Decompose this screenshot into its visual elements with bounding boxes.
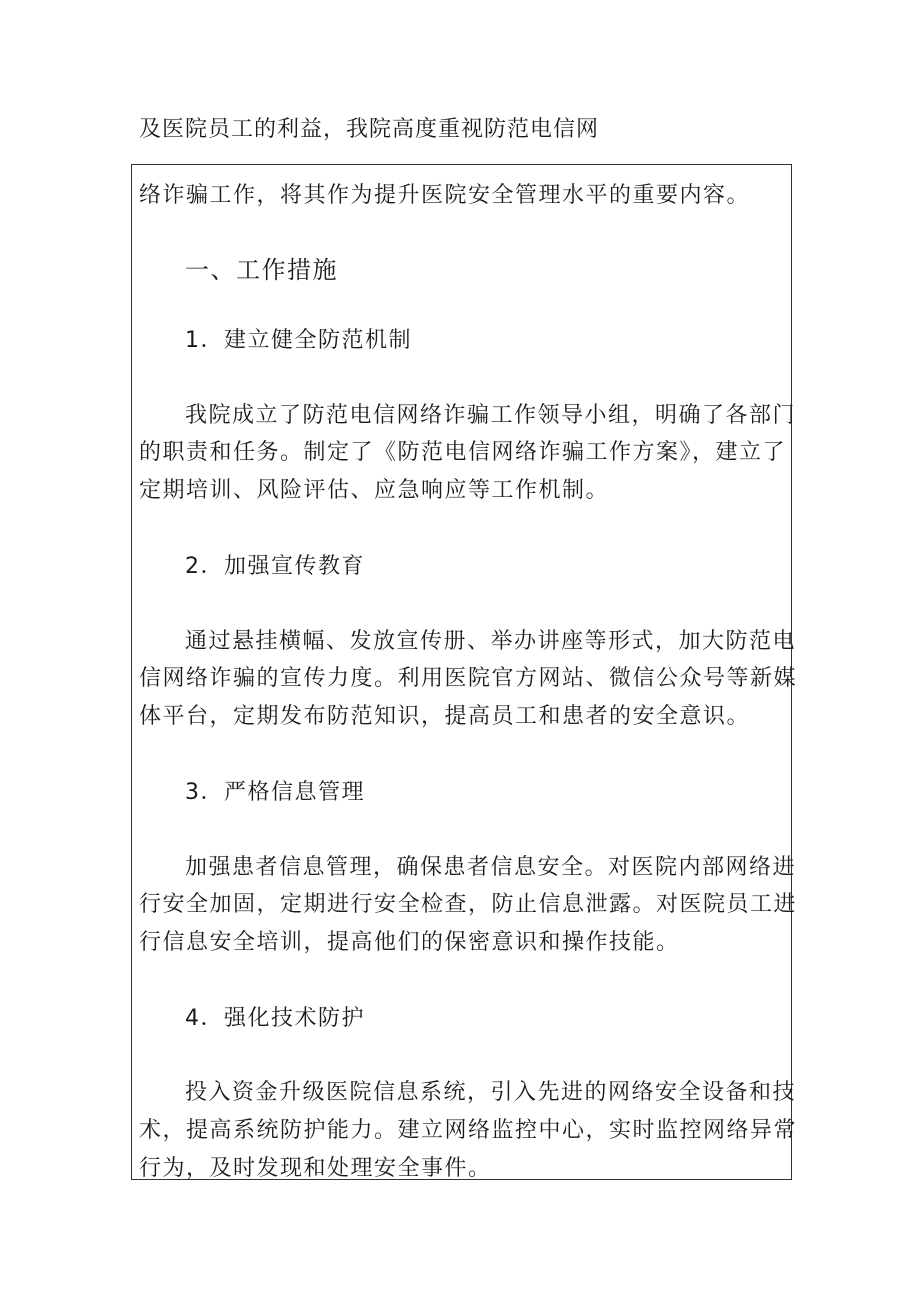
item-3-line-1: 加强患者信息管理，确保患者信息安全。对医院内部网络进 bbox=[185, 855, 797, 880]
item-2-line-2: 信网络诈骗的宣传力度。利用医院官方网站、微信公众号等新媒 bbox=[139, 666, 798, 691]
item-4-line-1: 投入资金升级医院信息系统，引入先进的网络安全设备和技 bbox=[185, 1080, 797, 1105]
item-3-line-3: 行信息安全培训，提高他们的保密意识和操作技能。 bbox=[139, 930, 680, 955]
item-4-line-3: 行为，及时发现和处理安全事件。 bbox=[139, 1156, 492, 1181]
item-3-title: 3．严格信息管理 bbox=[185, 780, 365, 805]
intro-continuation: 络诈骗工作，将其作为提升医院安全管理水平的重要内容。 bbox=[139, 183, 751, 208]
item-2-line-3: 体平台，定期发布防范知识，提高员工和患者的安全意识。 bbox=[139, 704, 751, 729]
item-4-title: 4．强化技术防护 bbox=[185, 1006, 365, 1031]
item-1-line-2: 的职责和任务。制定了《防范电信网络诈骗工作方案》，建立了 bbox=[139, 440, 787, 465]
item-1-line-3: 定期培训、风险评估、应急响应等工作机制。 bbox=[139, 478, 610, 503]
item-2-line-1: 通过悬挂横幅、发放宣传册、举办讲座等形式，加大防范电 bbox=[185, 629, 797, 654]
item-4-line-2: 术，提高系统防护能力。建立网络监控中心，实时监控网络异常 bbox=[139, 1118, 798, 1143]
item-2-title: 2．加强宣传教育 bbox=[185, 554, 365, 579]
item-1-line-1: 我院成立了防范电信网络诈骗工作领导小组，明确了各部门 bbox=[185, 403, 797, 428]
section-title: 一、工作措施 bbox=[185, 256, 338, 284]
content-box bbox=[131, 164, 798, 1181]
intro-line: 及医院员工的利益，我院高度重视防范电信网 bbox=[139, 117, 600, 142]
item-1-title: 1．建立健全防范机制 bbox=[185, 328, 412, 353]
item-3-line-2: 行安全加固，定期进行安全检查，防止信息泄露。对医院员工进 bbox=[139, 892, 798, 917]
